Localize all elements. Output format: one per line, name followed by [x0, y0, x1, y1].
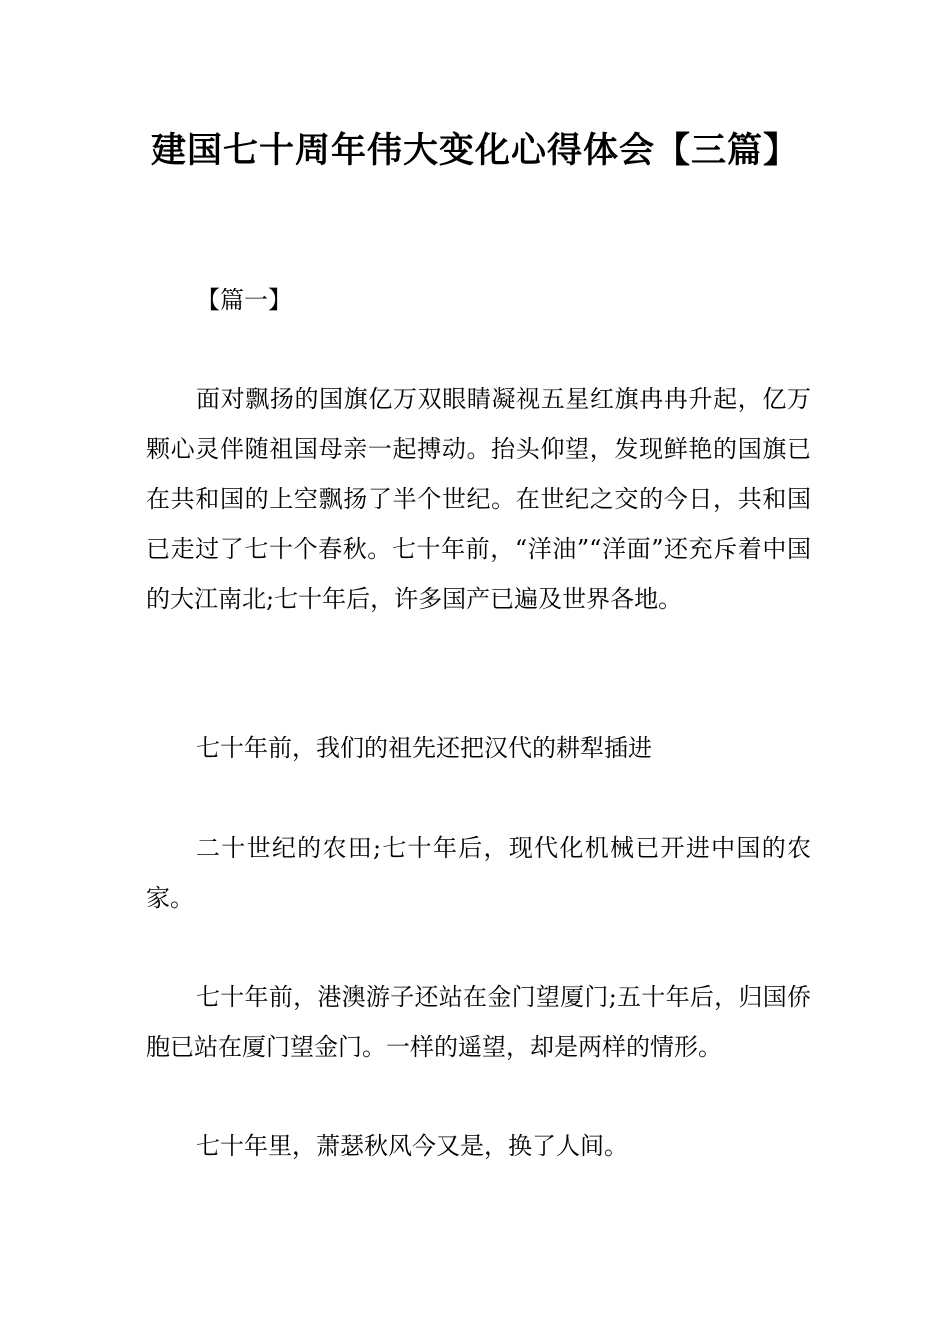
paragraph-5: 七十年里，萧瑟秋风今又是，换了人间。 — [196, 1132, 628, 1160]
paragraph-2: 七十年前，我们的祖先还把汉代的耕犁插进 — [196, 734, 652, 762]
document-title: 建国七十周年伟大变化心得体会【三篇】 — [150, 131, 799, 171]
section-label: 【篇一】 — [196, 286, 292, 314]
paragraph-3: 二十世纪的农田;七十年后，现代化机械已开进中国的农家。 — [146, 834, 811, 912]
paragraph-4: 七十年前，港澳游子还站在金门望厦门;五十年后，归国侨胞已站在厦门望金门。一样的遥望，却是两样的情形。 — [146, 983, 811, 1061]
paragraph-1: 面对飘扬的国旗亿万双眼睛凝视五星红旗冉冉升起，亿万颗心灵伴随祖国母亲一起搏动。抬头仰望，发现鲜艳的国旗已在共和国的上空飘扬了半个世纪。在世纪之交的今日，共和国已走过了七十个春秋。七十年前，“洋油”“洋面”还充斥着中国的大江南北;七十年后，许多国产已遍及世界各地。 — [146, 385, 811, 613]
